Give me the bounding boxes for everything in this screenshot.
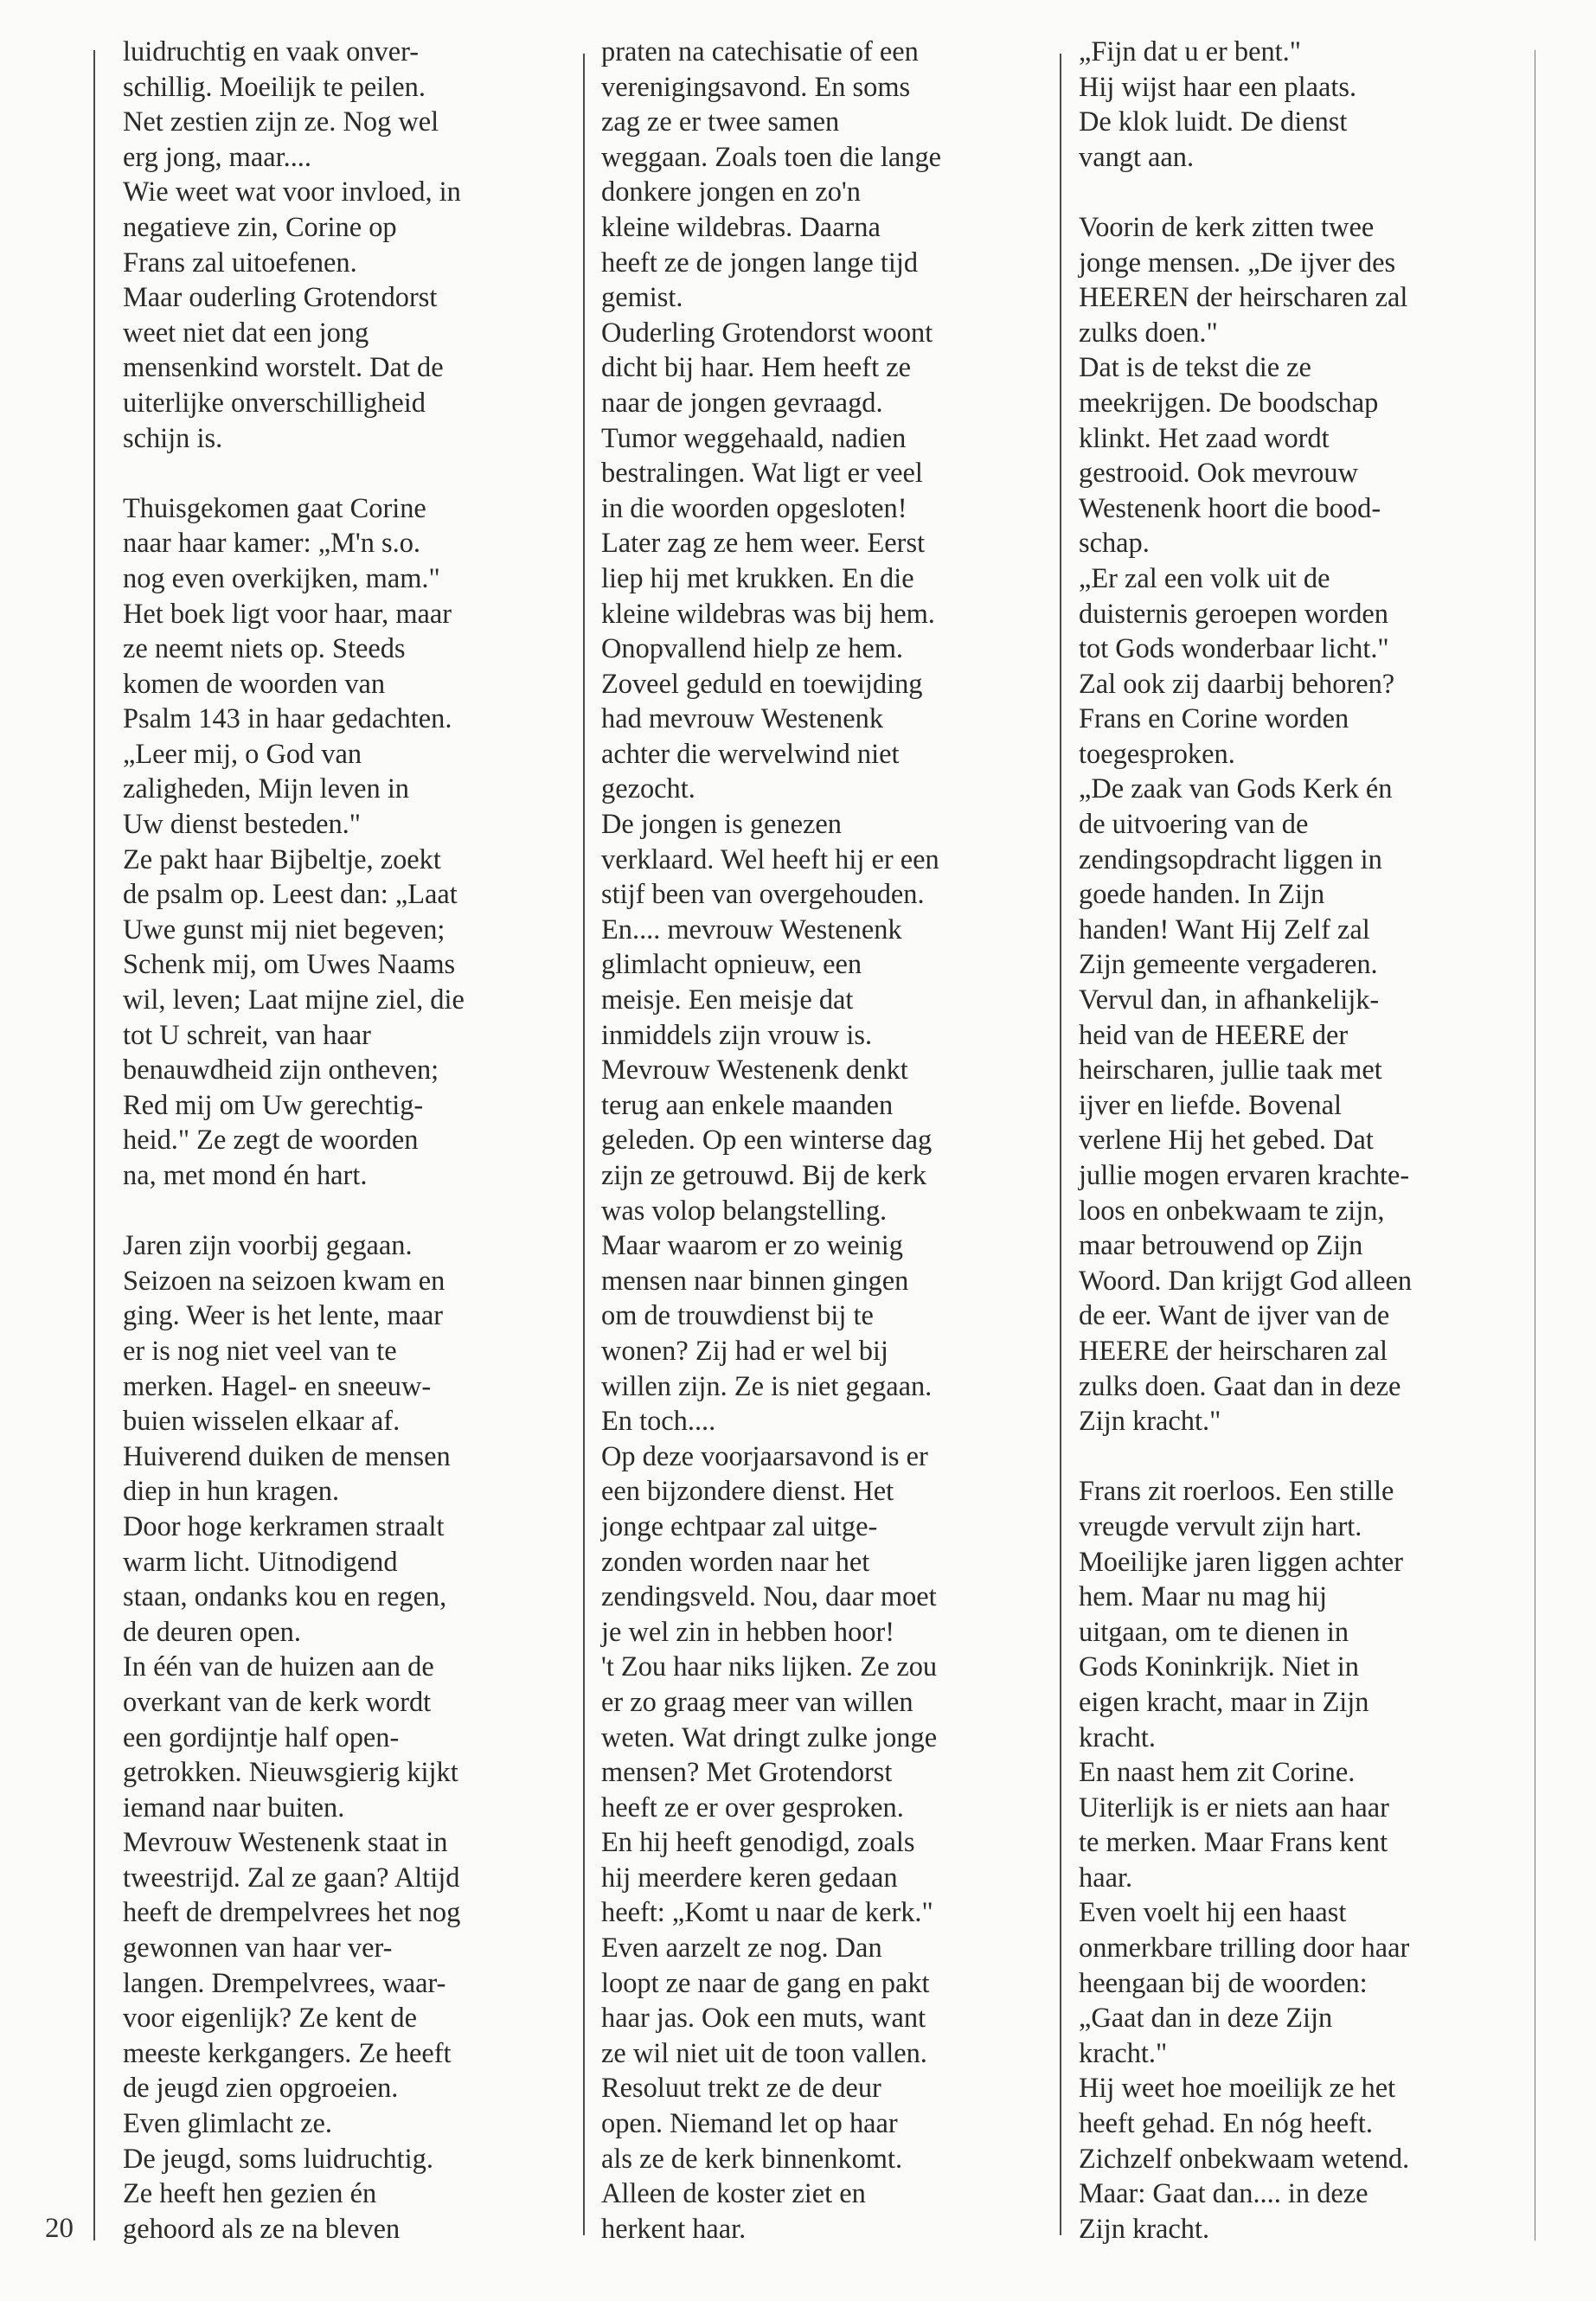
text-line: tweestrijd. Zal ze gaan? Altijd xyxy=(123,1862,460,1894)
text-line: herkent haar. xyxy=(601,2213,747,2245)
text-line: HEEREN der heirscharen zal xyxy=(1079,282,1408,314)
text-line: onmerkbare trilling door haar xyxy=(1079,1932,1410,1965)
text-line: Woord. Dan krijgt God alleen xyxy=(1079,1265,1413,1297)
text-line: weggaan. Zoals toen die lange xyxy=(601,141,942,173)
text-line: zulks doen. Gaat dan in deze xyxy=(1079,1370,1401,1402)
text-line: heeft ze er over gesproken. xyxy=(601,1791,904,1823)
text-line: Maar ouderling Grotendorst xyxy=(123,282,438,314)
text-column-3 xyxy=(1079,35,1529,2247)
text-line xyxy=(1079,1439,1529,1475)
text-line: wonen? Zij had er wel bij xyxy=(601,1335,888,1367)
text-column-1 xyxy=(123,35,573,2247)
text-line: jonge echtpaar zal uitge- xyxy=(601,1510,878,1542)
text-line: Uw dienst besteden." xyxy=(123,809,361,841)
text-line: diep in hun kragen. xyxy=(123,1476,340,1508)
text-line: kleine wildebras was bij hem. xyxy=(601,598,935,630)
text-line: meeste kerkgangers. Ze heeft xyxy=(123,2037,452,2069)
text-line: Hij weet hoe moeilijk ze het xyxy=(1079,2073,1396,2105)
text-line: Jaren zijn voorbij gegaan. xyxy=(123,1230,413,1262)
text-line: heid." Ze zegt de woorden xyxy=(123,1125,419,1157)
text-line: HEERE der heirscharen zal xyxy=(1079,1335,1388,1367)
text-line: zulks doen." xyxy=(1079,317,1218,349)
text-line: gewonnen van haar ver- xyxy=(123,1932,393,1965)
text-line: vreugde vervult zijn hart. xyxy=(1079,1510,1362,1542)
text-line: kleine wildebras. Daarna xyxy=(601,211,881,243)
text-line: vangt aan. xyxy=(1079,141,1195,173)
text-line: „Er zal een volk uit de xyxy=(1079,562,1330,594)
text-line: En hij heeft genodigd, zoals xyxy=(601,1827,915,1859)
text-line xyxy=(1079,175,1529,210)
text-line: als ze de kerk binnenkomt. xyxy=(601,2143,903,2175)
text-line: Tumor weggehaald, nadien xyxy=(601,422,907,454)
text-line: was volop belangstelling. xyxy=(601,1195,888,1227)
text-line: Uwe gunst mij niet begeven; xyxy=(123,913,445,945)
text-line xyxy=(123,456,573,491)
text-line: in die woorden opgesloten! xyxy=(601,492,907,524)
text-line: heeft: „Komt u naar de kerk." xyxy=(601,1897,933,1929)
text-line: loopt ze naar de gang en pakt xyxy=(601,1967,930,1999)
text-line: Frans en Corine worden xyxy=(1079,703,1349,735)
text-line: schillig. Moeilijk te peilen. xyxy=(123,71,426,103)
text-line: de uitvoering van de xyxy=(1079,809,1309,841)
text-line: Vervul dan, in afhankelijk- xyxy=(1079,984,1380,1016)
text-line: ze wil niet uit de toon vallen. xyxy=(601,2037,927,2069)
text-line: praten na catechisatie of een xyxy=(601,36,919,67)
text-line: Ouderling Grotendorst woont xyxy=(601,317,933,349)
text-line: Maar waarom er zo weinig xyxy=(601,1230,903,1262)
text-line: duisternis geroepen worden xyxy=(1079,598,1388,630)
text-line: ze neemt niets op. Steeds xyxy=(123,633,406,665)
text-line: gestrooid. Ook mevrouw xyxy=(1079,458,1358,490)
page-number: 20 xyxy=(45,2213,74,2244)
text-line: Uiterlijk is er niets aan haar xyxy=(1079,1791,1389,1823)
text-line: Schenk mij, om Uwes Naams xyxy=(123,949,456,981)
text-line: Frans zit roerloos. Een stille xyxy=(1079,1476,1394,1508)
text-line: „De zaak van Gods Kerk én xyxy=(1079,773,1393,805)
text-line: bestralingen. Wat ligt er veel xyxy=(601,458,923,490)
text-line: erg jong, maar.... xyxy=(123,141,311,173)
text-line: schap. xyxy=(1079,528,1150,560)
text-line: de eer. Want de ijver van de xyxy=(1079,1300,1390,1332)
text-line: Gods Koninkrijk. Niet in xyxy=(1079,1651,1359,1683)
text-line: Hij wijst haar een plaats. xyxy=(1079,71,1357,103)
text-column-2 xyxy=(601,35,1051,2247)
text-line: Zijn gemeente vergaderen. xyxy=(1079,949,1378,981)
text-line: luidruchtig en vaak onver- xyxy=(123,36,420,67)
text-line: Net zestien zijn ze. Nog wel xyxy=(123,106,439,138)
text-line: zag ze er twee samen xyxy=(601,106,840,138)
text-line: mensen? Met Grotendorst xyxy=(601,1757,893,1789)
text-line: kracht." xyxy=(1079,2037,1168,2069)
text-line: klinkt. Het zaad wordt xyxy=(1079,422,1330,454)
text-line: de jeugd zien opgroeien. xyxy=(123,2073,399,2105)
text-line: zendingsopdracht liggen in xyxy=(1079,843,1382,875)
text-line: Resoluut trekt ze de deur xyxy=(601,2073,881,2105)
text-line: heeft ze de jongen lange tijd xyxy=(601,247,919,279)
text-line: „Fijn dat u er bent." xyxy=(1079,36,1301,67)
text-line: Alleen de koster ziet en xyxy=(601,2178,866,2210)
column-rule-left xyxy=(93,50,95,2240)
text-line: getrokken. Nieuwsgierig kijkt xyxy=(123,1757,458,1789)
text-line: er is nog niet veel van te xyxy=(123,1335,397,1367)
text-line: maar betrouwend op Zijn xyxy=(1079,1230,1363,1262)
text-line: buien wisselen elkaar af. xyxy=(123,1406,401,1438)
text-line: je wel zin in hebben hoor! xyxy=(601,1616,895,1648)
text-line: te merken. Maar Frans kent xyxy=(1079,1827,1388,1859)
text-line: meisje. Een meisje dat xyxy=(601,984,854,1016)
column-rule-1 xyxy=(583,54,585,2235)
text-line: Het boek ligt voor haar, maar xyxy=(123,598,452,630)
text-line: Zal ook zij daarbij behoren? xyxy=(1079,668,1395,700)
text-line: gezocht. xyxy=(601,773,695,805)
text-line: Maar: Gaat dan.... in deze xyxy=(1079,2178,1368,2210)
text-line: zaligheden, Mijn leven in xyxy=(123,773,410,805)
text-line: uitgaan, om te dienen in xyxy=(1079,1616,1349,1648)
text-line: zijn ze getrouwd. Bij de kerk xyxy=(601,1160,926,1191)
text-line: heeft de drempelvrees het nog xyxy=(123,1897,461,1929)
text-line: heirscharen, jullie taak met xyxy=(1079,1054,1382,1086)
text-line: had mevrouw Westenenk xyxy=(601,703,884,735)
text-line: kracht. xyxy=(1079,1721,1157,1753)
text-line: loos en onbekwaam te zijn, xyxy=(1079,1195,1385,1227)
text-line: benauwdheid zijn ontheven; xyxy=(123,1054,439,1086)
text-line: geleden. Op een winterse dag xyxy=(601,1125,933,1157)
text-line: Door hoge kerkramen straalt xyxy=(123,1510,445,1542)
text-line: Ze pakt haar Bijbeltje, zoekt xyxy=(123,843,441,875)
text-line: heengaan bij de woorden: xyxy=(1079,1967,1368,1999)
text-line: merken. Hagel- en sneeuw- xyxy=(123,1370,432,1402)
text-line: stijf been van overgehouden. xyxy=(601,879,925,911)
text-line: hij meerdere keren gedaan xyxy=(601,1862,898,1894)
text-line: voor eigenlijk? Ze kent de xyxy=(123,2003,417,2035)
text-line: langen. Drempelvrees, waar- xyxy=(123,1967,446,1999)
text-line: wil, leven; Laat mijne ziel, die xyxy=(123,984,465,1016)
text-line: Wie weet wat voor invloed, in xyxy=(123,176,461,208)
text-line: ijver en liefde. Bovenal xyxy=(1079,1089,1342,1121)
text-line: overkant van de kerk wordt xyxy=(123,1686,432,1718)
text-line: inmiddels zijn vrouw is. xyxy=(601,1019,873,1051)
text-line: mensenkind worstelt. Dat de xyxy=(123,352,444,384)
text-line: goede handen. In Zijn xyxy=(1079,879,1325,911)
text-line: de deuren open. xyxy=(123,1616,301,1648)
text-line: Frans zal uitoefenen. xyxy=(123,247,357,279)
text-line: verlene Hij het gebed. Dat xyxy=(1079,1125,1374,1157)
text-line: tot Gods wonderbaar licht." xyxy=(1079,633,1389,665)
text-line: Moeilijke jaren liggen achter xyxy=(1079,1546,1404,1578)
text-line: Zoveel geduld en toewijding xyxy=(601,668,923,700)
text-line: Thuisgekomen gaat Corine xyxy=(123,492,426,524)
text-line: gehoord als ze na bleven xyxy=(123,2213,401,2245)
text-line: Later zag ze hem weer. Eerst xyxy=(601,528,926,560)
text-line: handen! Want Hij Zelf zal xyxy=(1079,913,1370,945)
text-line: Onopvallend hielp ze hem. xyxy=(601,633,903,665)
text-line: nog even overkijken, mam." xyxy=(123,562,440,594)
text-line: iemand naar buiten. xyxy=(123,1791,345,1823)
text-line: warm licht. Uitnodigend xyxy=(123,1546,398,1578)
text-line: Dat is de tekst die ze xyxy=(1079,352,1311,384)
text-line xyxy=(123,1194,573,1229)
text-line: naar haar kamer: „M'n s.o. xyxy=(123,528,420,560)
text-line: dicht bij haar. Hem heeft ze xyxy=(601,352,911,384)
text-line: En toch.... xyxy=(601,1406,716,1438)
text-line: zonden worden naar het xyxy=(601,1546,870,1578)
text-line: De jongen is genezen xyxy=(601,809,842,841)
text-line: komen de woorden van xyxy=(123,668,386,700)
text-line: donkere jongen en zo'n xyxy=(601,176,861,208)
text-line: Zijn kracht. xyxy=(1079,2213,1210,2245)
text-line: Even aarzelt ze nog. Dan xyxy=(601,1932,882,1965)
text-line: haar. xyxy=(1079,1862,1133,1894)
text-line: Zichzelf onbekwaam wetend. xyxy=(1079,2143,1410,2175)
text-line: schijn is. xyxy=(123,422,223,454)
column-rule-2 xyxy=(1060,54,1061,2235)
text-line: Huiverend duiken de mensen xyxy=(123,1440,451,1472)
text-line: weten. Wat dringt zulke jonge xyxy=(601,1721,938,1753)
text-line: Mevrouw Westenenk staat in xyxy=(123,1827,448,1859)
text-line: jonge mensen. „De ijver des xyxy=(1079,247,1396,279)
text-line: achter die wervelwind niet xyxy=(601,738,900,770)
text-line: na, met mond én hart. xyxy=(123,1160,368,1191)
text-line: mensen naar binnen gingen xyxy=(601,1265,909,1297)
text-line: verklaard. Wel heeft hij er een xyxy=(601,843,939,875)
text-line: En naast hem zit Corine. xyxy=(1079,1757,1356,1789)
text-line: willen zijn. Ze is niet gegaan. xyxy=(601,1370,933,1402)
text-line: er zo graag meer van willen xyxy=(601,1686,913,1718)
text-line: heeft gehad. En nóg heeft. xyxy=(1079,2108,1373,2140)
text-line: heid van de HEERE der xyxy=(1079,1019,1349,1051)
text-line: de psalm op. Leest dan: „Laat xyxy=(123,879,458,911)
text-line: tot U schreit, van haar xyxy=(123,1019,371,1051)
text-line: een bijzondere dienst. Het xyxy=(601,1476,894,1508)
text-line: terug aan enkele maanden xyxy=(601,1089,894,1121)
text-line: ging. Weer is het lente, maar xyxy=(123,1300,444,1332)
text-line: Ze heeft hen gezien én xyxy=(123,2178,377,2210)
text-line: Mevrouw Westenenk denkt xyxy=(601,1054,908,1086)
text-line: naar de jongen gevraagd. xyxy=(601,387,883,419)
text-line: glimlacht opnieuw, een xyxy=(601,949,862,981)
text-line: Voorin de kerk zitten twee xyxy=(1079,211,1375,243)
text-line: jullie mogen ervaren krachte- xyxy=(1079,1160,1410,1191)
text-line: Even glimlacht ze. xyxy=(123,2108,332,2140)
text-line: open. Niemand let op haar xyxy=(601,2108,898,2140)
text-line: De jeugd, soms luidruchtig. xyxy=(123,2143,433,2175)
text-line: In één van de huizen aan de xyxy=(123,1651,434,1683)
text-line: Seizoen na seizoen kwam en xyxy=(123,1265,445,1297)
text-line: haar jas. Ook een muts, want xyxy=(601,2003,926,2035)
text-line: uiterlijke onverschilligheid xyxy=(123,387,426,419)
text-line: „Gaat dan in deze Zijn xyxy=(1079,2003,1333,2035)
text-line: eigen kracht, maar in Zijn xyxy=(1079,1686,1369,1718)
text-line: meekrijgen. De boodschap xyxy=(1079,387,1379,419)
text-line: „Leer mij, o God van xyxy=(123,738,362,770)
text-line: Red mij om Uw gerechtig- xyxy=(123,1089,424,1121)
text-line: 't Zou haar niks lijken. Ze zou xyxy=(601,1651,938,1683)
text-line: Op deze voorjaarsavond is er xyxy=(601,1440,928,1472)
text-line: Zijn kracht." xyxy=(1079,1406,1221,1438)
text-line: weet niet dat een jong xyxy=(123,317,369,349)
text-line: zendingsveld. Nou, daar moet xyxy=(601,1581,937,1613)
text-line: Even voelt hij een haast xyxy=(1079,1897,1347,1929)
text-line: Westenenk hoort die bood- xyxy=(1079,492,1381,524)
text-line: staan, ondanks kou en regen, xyxy=(123,1581,447,1613)
text-line: hem. Maar nu mag hij xyxy=(1079,1581,1327,1613)
text-line: gemist. xyxy=(601,282,683,314)
text-line: De klok luidt. De dienst xyxy=(1079,106,1348,138)
text-line: Psalm 143 in haar gedachten. xyxy=(123,703,452,735)
text-line: negatieve zin, Corine op xyxy=(123,211,397,243)
text-line: liep hij met krukken. En die xyxy=(601,562,914,594)
text-line: een gordijntje half open- xyxy=(123,1721,400,1753)
text-line: om de trouwdienst bij te xyxy=(601,1300,874,1332)
text-line: toegesproken. xyxy=(1079,738,1235,770)
text-line: En.... mevrouw Westenenk xyxy=(601,913,902,945)
text-line: verenigingsavond. En soms xyxy=(601,71,911,103)
